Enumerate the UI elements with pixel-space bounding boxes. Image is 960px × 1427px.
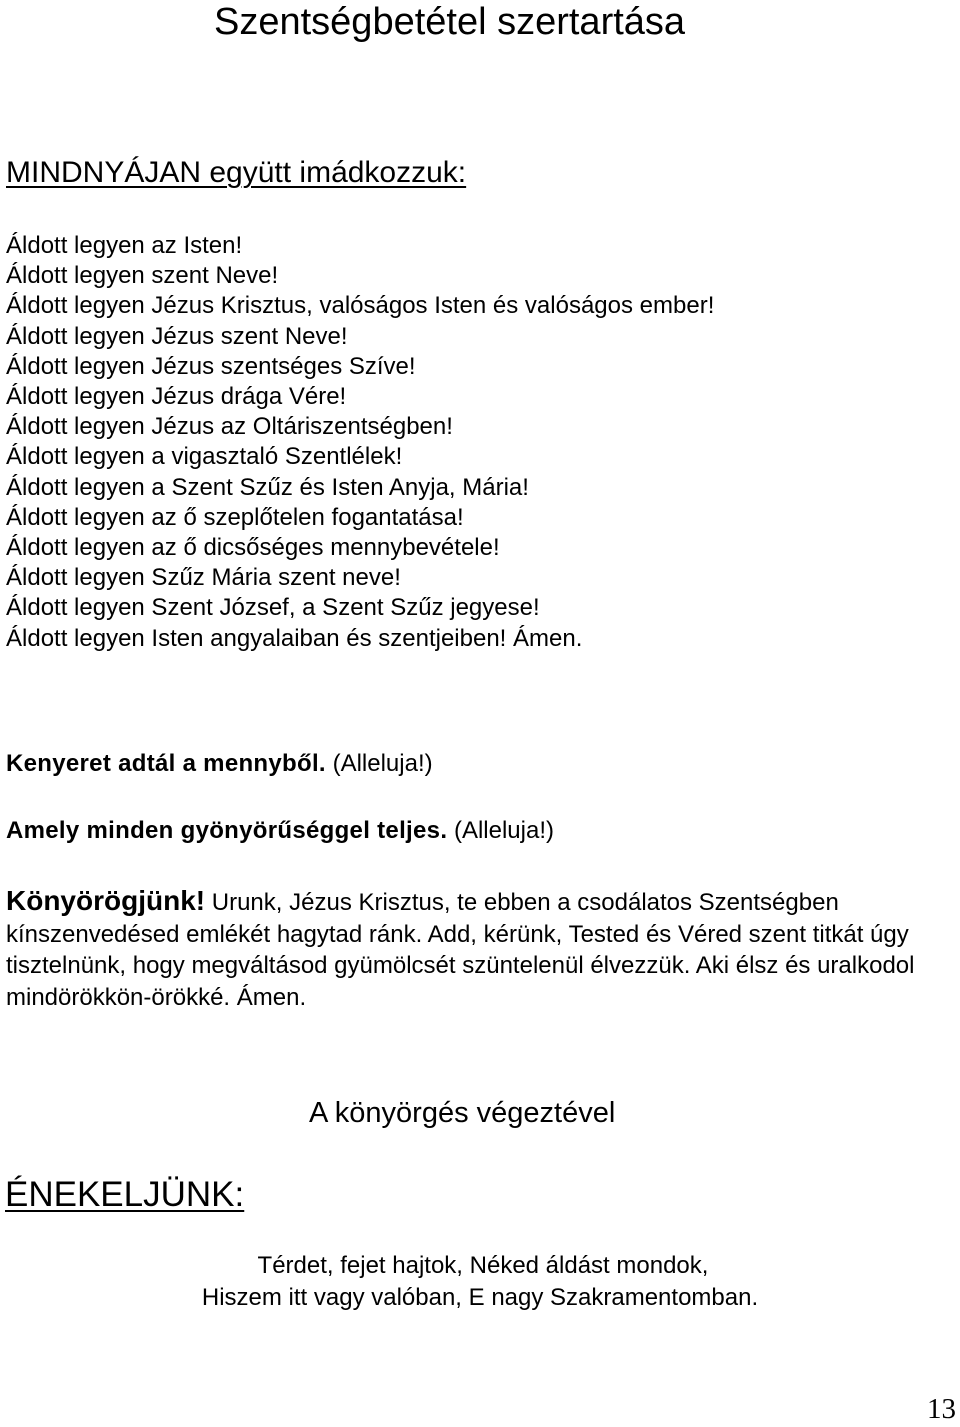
versicle-2-text: Amely minden gyönyörűséggel teljes. [6,817,448,844]
litany-line: Áldott legyen Jézus szentséges Szíve! [6,352,416,380]
litany-line: Áldott legyen az ő szeplőtelen fogantatása! [6,503,464,531]
litany-line: Áldott legyen az Isten! [6,232,243,259]
song-line: Hiszem itt vagy valóban, E nagy Szakramentomban. [201,1284,759,1311]
prayer-paragraph [6,885,951,1013]
litany-line: Áldott legyen Isten angyalaiban és szentjeiben! Ámen. [6,624,583,652]
song-lyrics [0,1250,960,1314]
after-prayer-label: A könyörgés végeztével [309,1097,616,1129]
sing-heading [5,1174,244,1216]
litany-line: Áldott legyen szent Neve! [6,262,279,290]
litany-line: Áldott legyen a vigasztaló Szentlélek! [6,443,403,471]
section-heading: MINDNYÁJAN együtt imádkozzuk: [6,156,467,189]
litany-line: Áldott legyen Szent József, a Szent Szűz jegyese! [6,594,540,622]
litany-line: Áldott legyen Jézus az Oltáriszentségben! [6,413,453,441]
page-number: 13 [927,1393,956,1425]
litany-line: Áldott legyen Jézus drága Vére! [6,383,347,411]
litany-line: Áldott legyen a Szent Szűz és Isten Anyja, Mária! [6,473,529,501]
litany-line: Áldott legyen Szűz Mária szent neve! [6,564,401,592]
versicle-1-response: (Alleluja!) [325,750,433,777]
sing-heading-text: ÉNEKELJÜNK: [5,1175,245,1214]
song-line: Térdet, fejet hajtok, Néked áldást mondok, [257,1252,709,1279]
prayer-text: Urunk, Jézus Krisztus, te ebben a csodálatos Szentségben kínszenvedésed emlékét hagytad ránk. Add, kérünk, Tested és Véred szent titkát úgy tisztelnünk, hogy megváltásod gyümölcsét szüntelenül élvezzük. Aki élsz és uralkodol mindörökkön-örökké. Ámen. [6,889,915,1011]
page-title: Szentségbetétel szertartása [214,1,686,43]
versicle-2-response: (Alleluja!) [447,817,554,844]
versicle-1-text: Kenyeret adtál a mennyből. [6,750,326,777]
versicle-2 [6,816,554,846]
litany-line: Áldott legyen Jézus szent Neve! [6,322,348,350]
litany-line: Áldott legyen az ő dicsőséges mennybevétele! [6,534,500,562]
prayer-lead: Könyörögjünk! [6,885,206,916]
litany-list [6,231,714,654]
litany-line: Áldott legyen Jézus Krisztus, valóságos Isten és valóságos ember! [6,292,715,320]
versicle-1 [6,749,433,779]
